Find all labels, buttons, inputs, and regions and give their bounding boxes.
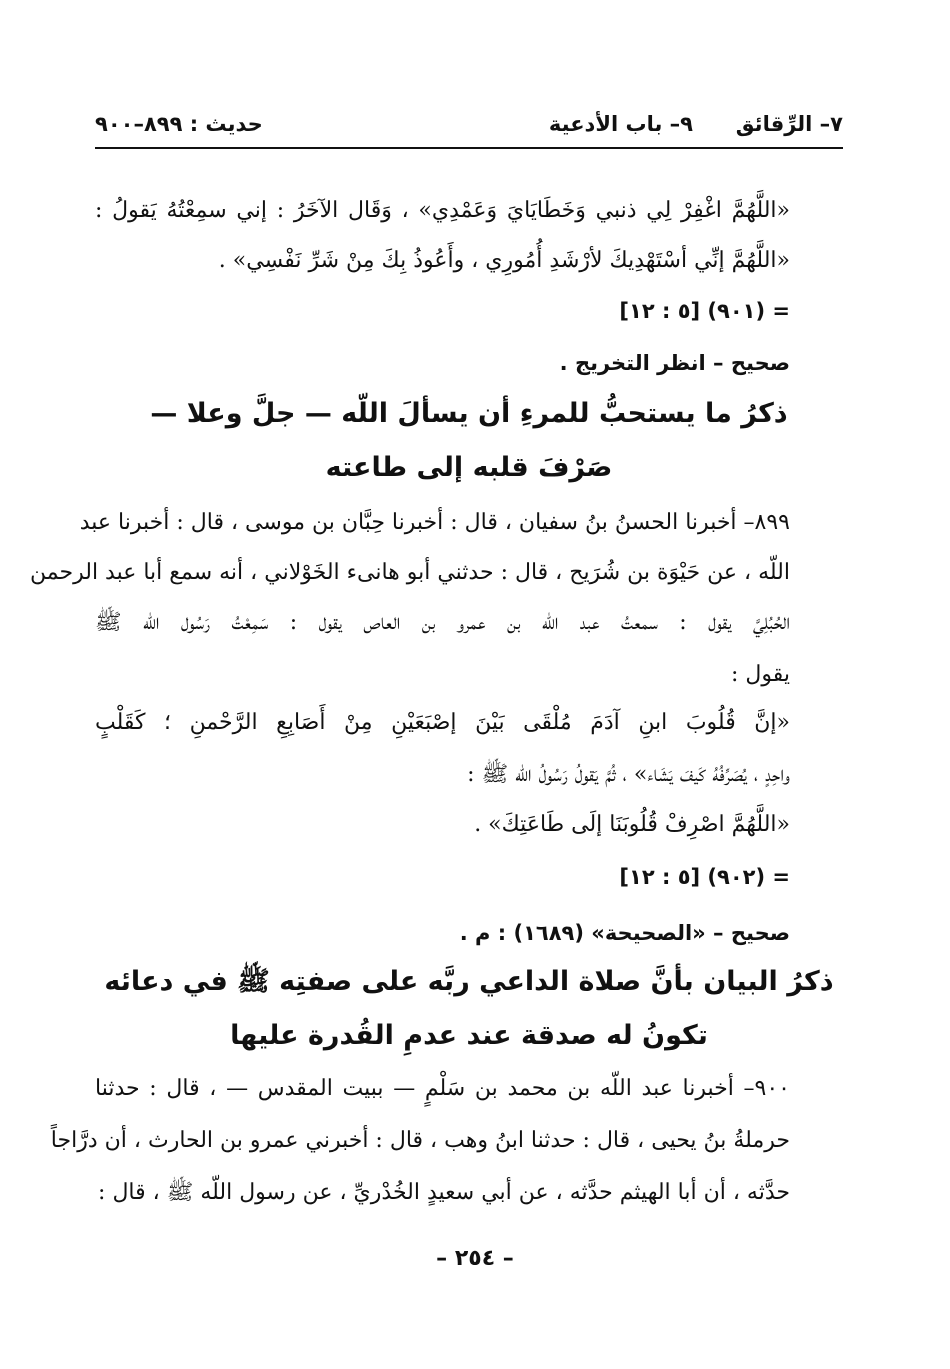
grading-note: صحيح – «الصحيحة» (١٦٨٩) : م .: [459, 921, 790, 945]
section-heading: ذكرُ البيان بأنَّ صلاة الداعي ربَّه على صفتِه ﷺ في دعائه: [104, 966, 834, 997]
text-line: «اللَّهُمَّ اصْرِفْ قُلُوبَنَا إلَى طَاعَتِكَ» .: [474, 812, 790, 837]
text-line: يقول :: [730, 662, 790, 687]
text-line: حرملةُ بنُ يحيى ، قال : حدثنا ابنُ وهب ، قال : أخبرني عمرو بن الحارث ، أن درَّاجاً: [50, 1128, 790, 1153]
section-heading: ذكرُ ما يستحبُّ للمرءِ أن يسألَ اللّه — جلَّ وعلا —: [150, 398, 788, 429]
grading-note: صحيح – انظر التخريج .: [559, 351, 790, 375]
running-header: [95, 108, 843, 144]
text-line: «اللَّهُمَّ إنِّي أسْتَهْدِيكَ لأرْشَدِ أُمُورِي ، وأَعُوذُ بِكَ مِنْ شَرِّ نَفْسِي» .: [218, 248, 790, 273]
text-line: ٩٠٠– أخبرنا عبد اللّه بن محمد بن سَلْمٍ — ببيت المقدس — ، قال : حدثنا: [95, 1076, 790, 1101]
text-line: الحُبُلِيَّ يقول : سمعتُ عبد اللّه بن عمرو بن العاص يقول : سَمِعْتُ رَسُول اللّه ﷺ: [95, 610, 790, 635]
takhrij-reference: = (٩٠٢) [٥ : ١٢]: [619, 865, 790, 889]
takhrij-reference: = (٩٠١) [٥ : ١٢]: [619, 299, 790, 323]
section-heading: تكونُ له صدقة عند عدمِ القُدرة عليها: [230, 1020, 708, 1051]
text-line: حدَّثه ، أن أبا الهيثم حدَّثه ، عن أبي سعيدٍ الخُدْريِّ ، عن رسول اللّه ﷺ ، قال :: [98, 1180, 790, 1205]
text-line: واحِدٍ ، يُصَرِّفُهُ كَيفَ يَشَاء» ، ثُمَّ يَقولُ رَسُولُ اللّه ﷺ :: [467, 762, 790, 787]
page-number: – ٢٥٤ –: [436, 1246, 514, 1271]
section-heading: صَرْفَ قلبه إلى طاعته: [325, 452, 613, 483]
hadith-range: حديث : ٨٩٩–٩٠٠: [95, 112, 263, 136]
header-rule: [95, 147, 843, 149]
text-line: «اللَّهُمَّ اغْفِرْ لِي ذنبي وَخَطَايَايَ وَعَمْدِي» ، وَقَال الآخَرُ : إني سمِعْتُهُ يَقولُ :: [95, 198, 790, 223]
chapter-title: ٩– باب الأدعية: [548, 112, 693, 136]
text-line: «إنَّ قُلُوبَ ابنِ آدَمَ مُلْقَى بَيْنَ إصْبَعَيْنِ مِنْ أَصَابِعِ الرَّحْمنِ ؛ كَقَلْبٍ: [95, 710, 791, 735]
text-line: ٨٩٩– أخبرنا الحسنُ بنُ سفيان ، قال : أخبرنا حِبَّان بن موسى ، قال : أخبرنا عبد: [79, 510, 790, 535]
text-line: اللّه ، عن حَيْوَة بن شُرَيح ، قال : حدثني أبو هانىء الخَوْلاني ، أنه سمع أبا عبد الرحمن: [30, 560, 790, 585]
book-section-title: ٧– الرِّقائق: [735, 112, 843, 136]
